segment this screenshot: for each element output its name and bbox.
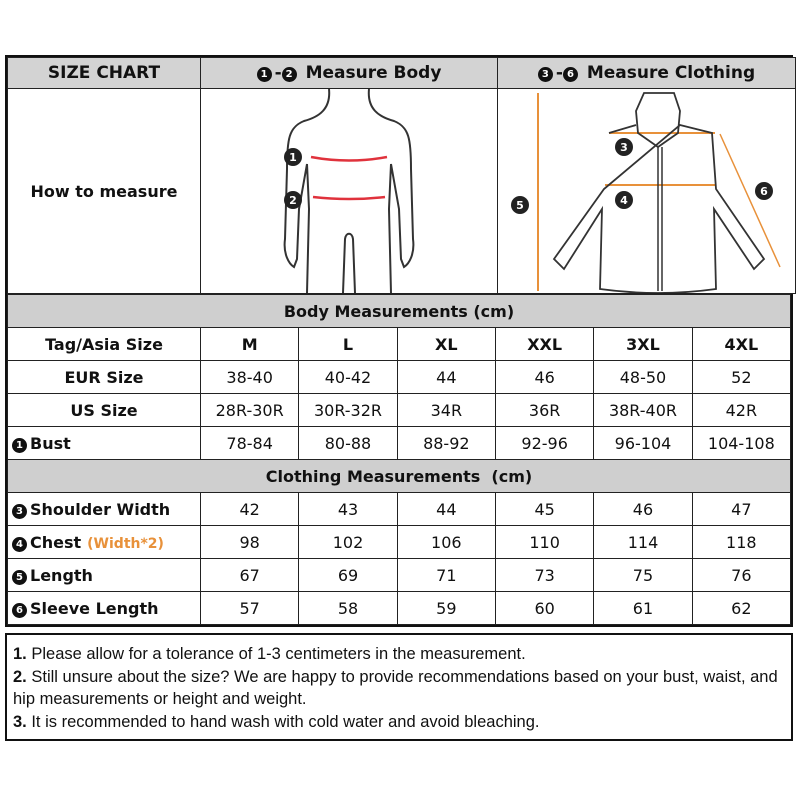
size-chart-table: [5, 55, 793, 627]
badge-1-icon: 1: [12, 438, 27, 453]
note-2: 2. Still unsure about the size? We are happy to provide recommendations based on your bust, waist, and hip measurements or height and weight.: [13, 667, 778, 708]
illustration-row: [8, 89, 796, 294]
note-1: 1. Please allow for a tolerance of 1-3 centimeters in the measurement.: [13, 645, 526, 663]
svg-text:6: 6: [759, 185, 768, 198]
badge-4-icon: 4: [12, 537, 27, 552]
badge-3-icon: 3: [538, 67, 553, 82]
body-silhouette-icon: [249, 89, 449, 293]
body-measurements-header: Body Measurements (cm): [8, 295, 791, 328]
svg-text:5: 5: [515, 199, 524, 212]
shirt-figure-cell: [498, 89, 796, 294]
table-row-chest: 4 Chest (Width*2) 98 102 106 110 114 118: [8, 526, 791, 559]
badge-1-icon: 1: [257, 67, 272, 82]
badge-6-icon: 6: [12, 603, 27, 618]
svg-text:1: 1: [289, 151, 297, 164]
shirt-diagram-icon: [500, 89, 794, 293]
header-row: [8, 58, 796, 89]
svg-text:4: 4: [619, 194, 628, 207]
chest-width-note: (Width*2): [87, 535, 164, 552]
notes-box: [5, 633, 793, 741]
table-row-us: US Size 28R-30R 30R-32R 34R 36R 38R-40R 42R: [8, 394, 791, 427]
svg-text:2: 2: [289, 194, 297, 207]
table-row-sizes: Tag/Asia Size M L XL XXL 3XL 4XL: [8, 328, 791, 361]
how-to-measure-label: How to measure: [8, 89, 201, 294]
table-row-bust: 1 Bust 78-84 80-88 88-92 92-96 96-104 104-108: [8, 427, 791, 460]
body-figure-cell: [201, 89, 498, 294]
table-row-shoulder: 3 Shoulder Width 42 43 44 45 46 47: [8, 493, 791, 526]
table-row-sleeve: 6 Sleeve Length 57 58 59 60 61 62: [8, 592, 791, 625]
svg-text:3: 3: [619, 141, 628, 154]
badge-2-icon: 2: [282, 67, 297, 82]
badge-6-icon: 6: [563, 67, 578, 82]
clothing-measurements-header: Clothing Measurements (cm): [8, 460, 791, 493]
badge-3-icon: 3: [12, 504, 27, 519]
note-3: 3. It is recommended to hand wash with cold water and avoid bleaching.: [13, 712, 540, 731]
table-row-length: 5 Length 67 69 71 73 75 76: [8, 559, 791, 592]
measure-clothing-header: 3 - 6 Measure Clothing: [498, 58, 796, 89]
measure-body-header: 1 - 2 Measure Body: [201, 58, 498, 89]
badge-5-icon: 5: [12, 570, 27, 585]
table-row-eur: EUR Size 38-40 40-42 44 46 48-50 52: [8, 361, 791, 394]
size-chart-title: SIZE CHART: [8, 58, 201, 89]
